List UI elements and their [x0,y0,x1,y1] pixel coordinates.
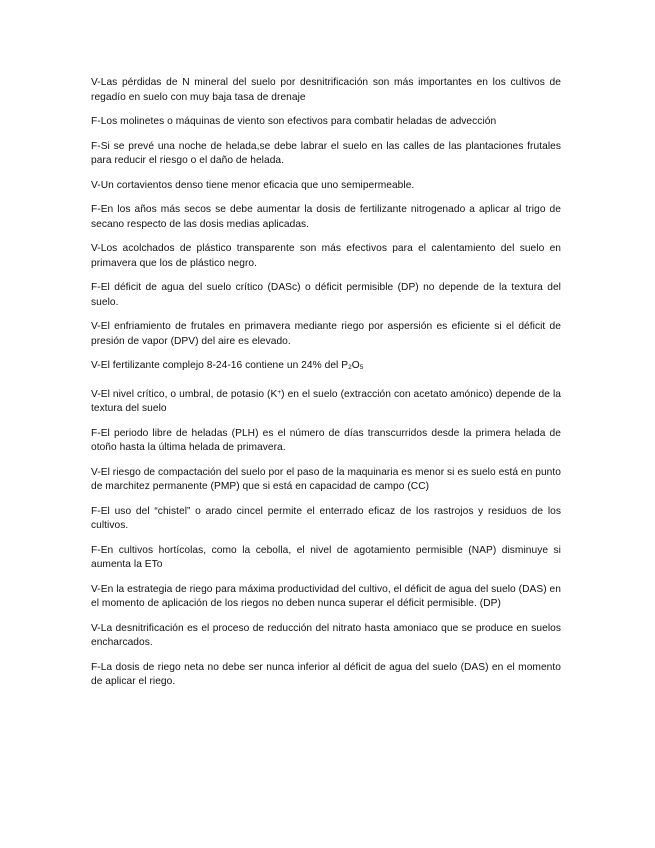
statement-7: F-El déficit de agua del suelo crítico (DASc) o déficit permisible (DP) no depende de la textura del suelo. [91,282,561,308]
statement-4: V-Un cortavientos denso tiene menor eficacia que uno semipermeable. [91,179,415,191]
statement-9-text: V-El fertilizante complejo 8-24-16 contiene un 24% del P [91,360,349,371]
oxygen-symbol: O [351,360,360,371]
statement-16: V-La desnitrificación es el proceso de reducción del nitrato hasta amoniaco que se produce en suelos encharcados. [91,622,561,648]
statement-10 [91,386,561,417]
statement-14: F-En cultivos hortícolas, como la cebolla, el nivel de agotamiento permisible (NAP) disminuye si aumenta la ETo [91,544,561,570]
statement-9 [91,359,561,376]
statement-1: V-Las pérdidas de N mineral del suelo por desnitrificación son más importantes en los cultivos de regadío en suelo con muy baja tasa de drenaje [91,77,561,103]
superscript-plus: + [277,388,282,396]
statement-12: V-El riesgo de compactación del suelo por el paso de la maquinaria es menor si es suelo está en punto de marchitez permanente (PMP) que si está en capacidad de campo (CC) [91,466,561,492]
subscript-2: 2 [348,364,352,371]
statement-10-before: V-El nivel crítico, o umbral, de potasio (K [91,388,278,400]
statement-3: F-Si se prevé una noche de helada,se debe labrar el suelo en las calles de las plantaciones frutales para reducir el riesgo o el daño de helada. [91,140,561,166]
statement-17: F-La dosis de riego neta no debe ser nunca inferior al déficit de agua del suelo (DAS) en el momento de aplicar el riego. [91,661,561,687]
subscript-5: 5 [359,364,364,371]
statement-2: F-Los molinetes o máquinas de viento son efectivos para combatir heladas de advección [91,116,497,127]
statement-13: F-El uso del “chistel” o arado cincel permite el enterrado eficaz de los rastrojos y residuos de los cultivos. [91,505,561,531]
statement-5: F-En los años más secos se debe aumentar la dosis de fertilizante nitrogenado a aplicar al trigo de secano respecto de las dosis medias aplicadas. [91,204,561,230]
document-body [91,76,561,700]
statement-10-after: ) en el suelo (extracción con acetato amónico) depende de la textura del suelo [91,388,561,414]
statement-8: V-El enfriamiento de frutales en primavera mediante riego por aspersión es eficiente si el déficit de presión de vapor (DPV) del aire es elevado. [91,321,561,347]
statement-11: F-El periodo libre de heladas (PLH) es el número de días transcurridos desde la primera helada de otoño hasta la última helada de primavera. [91,427,561,453]
statement-15: V-En la estrategia de riego para máxima productividad del cultivo, el déficit de agua del suelo (DAS) en el momento de aplicación de los riegos no deben nunca superar el déficit permisible. (DP) [91,583,561,609]
statement-6: V-Los acolchados de plástico transparente son más efectivos para el calentamiento del suelo en primavera que los de plástico negro. [91,243,561,269]
